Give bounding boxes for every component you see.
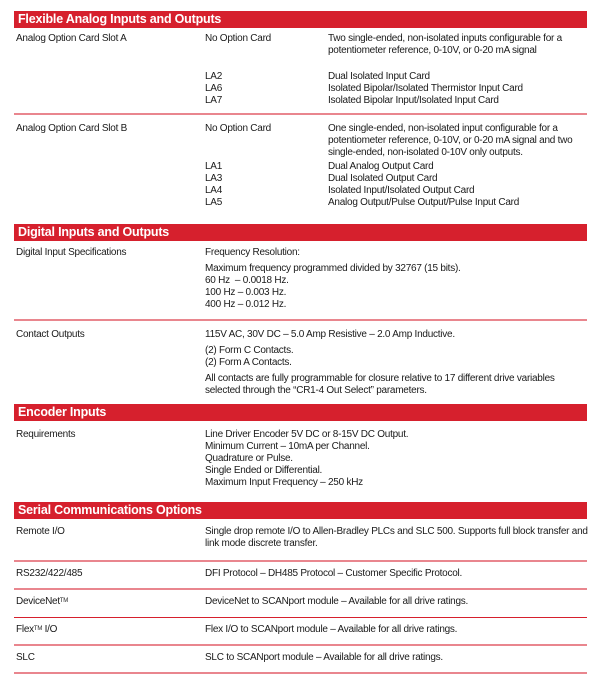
spec-line: (2) Form A Contacts. — [205, 357, 292, 368]
spec-row-slc — [14, 646, 587, 674]
option-description: One single-ended, non-isolated input configurable for a potentiometer reference, 0-10V, or 0-20 mA signal and two single-ended, non-isolated 0-10V only outputs. — [328, 123, 573, 158]
spec-line: Single drop remote I/O to Allen-Bradley PLCs and SLC 500. Supports full block transfer and — [205, 526, 588, 537]
row-label: Analog Option Card Slot A — [16, 33, 127, 44]
spec-line: 115V AC, 30V DC – 5.0 Amp Resistive – 2.0 Amp Inductive. — [205, 329, 455, 340]
spec-line: SLC to SCANport module – Available for all drive ratings. — [205, 652, 443, 663]
spec-row-devicenet — [14, 590, 587, 618]
section-header-encoder: Encoder Inputs — [14, 404, 587, 421]
option-code: No Option Card — [205, 123, 271, 134]
spec-line: 400 Hz – 0.012 Hz. — [205, 299, 287, 310]
row-label: Contact Outputs — [16, 329, 85, 340]
trademark-mark: TM — [59, 598, 69, 604]
section-header-serial: Serial Communications Options — [14, 502, 587, 519]
spec-line: Minimum Current – 10mA per Channel. — [205, 441, 370, 452]
row-label: Analog Option Card Slot B — [16, 123, 128, 134]
option-description: Analog Output/Pulse Output/Pulse Input Card — [328, 197, 520, 208]
spec-line: (2) Form C Contacts. — [205, 345, 294, 356]
option-code: LA2 — [205, 71, 223, 82]
option-description: Isolated Bipolar Input/Isolated Input Card — [328, 95, 499, 106]
row-label: Digital Input Specifications — [16, 247, 127, 258]
spec-line: 100 Hz – 0.003 Hz. — [205, 287, 287, 298]
option-code: LA3 — [205, 173, 223, 184]
spec-line: link mode discrete transfer. — [205, 538, 318, 549]
option-code: LA7 — [205, 95, 223, 106]
row-label: DeviceNet™ — [16, 596, 69, 607]
row-label: SLC — [16, 652, 35, 663]
spec-line: All contacts are fully programmable for closure relative to 17 different drive variables — [205, 373, 555, 384]
row-label: Flex™ I/O — [16, 624, 58, 635]
spec-row-digital-input — [14, 247, 587, 321]
option-code: No Option Card — [205, 33, 271, 44]
option-code: LA4 — [205, 185, 223, 196]
option-description: Dual Isolated Input Card — [328, 71, 430, 82]
option-description: Dual Isolated Output Card — [328, 173, 438, 184]
spec-document — [14, 11, 587, 674]
spec-line: Maximum frequency programmed divided by 32767 (15 bits). — [205, 263, 461, 274]
spec-row-flex-io — [14, 618, 587, 646]
option-description: Two single-ended, non-isolated inputs configurable for a potentiometer reference, 0-10V, or 0-20 mA signal — [328, 33, 562, 56]
option-code: LA5 — [205, 197, 223, 208]
option-code: LA1 — [205, 161, 223, 172]
row-label: Remote I/O — [16, 526, 65, 537]
row-label: Requirements — [16, 429, 76, 440]
spec-row-slot-b — [14, 123, 587, 219]
spec-line: Frequency Resolution: — [205, 247, 300, 258]
spec-row-contact-outputs — [14, 329, 587, 401]
spec-line: DFI Protocol – DH485 Protocol – Customer Specific Protocol. — [205, 568, 463, 579]
spec-line: Single Ended or Differential. — [205, 465, 323, 476]
spec-row-remote-io — [14, 526, 587, 562]
spec-line: 60 Hz – 0.0018 Hz. — [205, 275, 289, 286]
spec-line: Flex I/O to SCANport module – Available for all drive ratings. — [205, 624, 458, 635]
option-description: Isolated Bipolar/Isolated Thermistor Input Card — [328, 83, 523, 94]
spec-line: selected through the “CR1-4 Out Select” parameters. — [205, 385, 427, 396]
spec-line: Quadrature or Pulse. — [205, 453, 293, 464]
spec-line: Line Driver Encoder 5V DC or 8-15V DC Output. — [205, 429, 409, 440]
section-header-digital: Digital Inputs and Outputs — [14, 224, 587, 241]
spec-row-requirements — [14, 429, 587, 501]
option-description: Isolated Input/Isolated Output Card — [328, 185, 475, 196]
trademark-mark: TM — [33, 626, 43, 632]
spec-row-rs232 — [14, 562, 587, 590]
option-code: LA6 — [205, 83, 223, 94]
spec-row-slot-a — [14, 33, 587, 115]
section-header-analog: Flexible Analog Inputs and Outputs — [14, 11, 587, 28]
spec-line: DeviceNet to SCANport module – Available for all drive ratings. — [205, 596, 469, 607]
spec-line: Maximum Input Frequency – 250 kHz — [205, 477, 363, 488]
option-description: Dual Analog Output Card — [328, 161, 434, 172]
row-label: RS232/422/485 — [16, 568, 83, 579]
